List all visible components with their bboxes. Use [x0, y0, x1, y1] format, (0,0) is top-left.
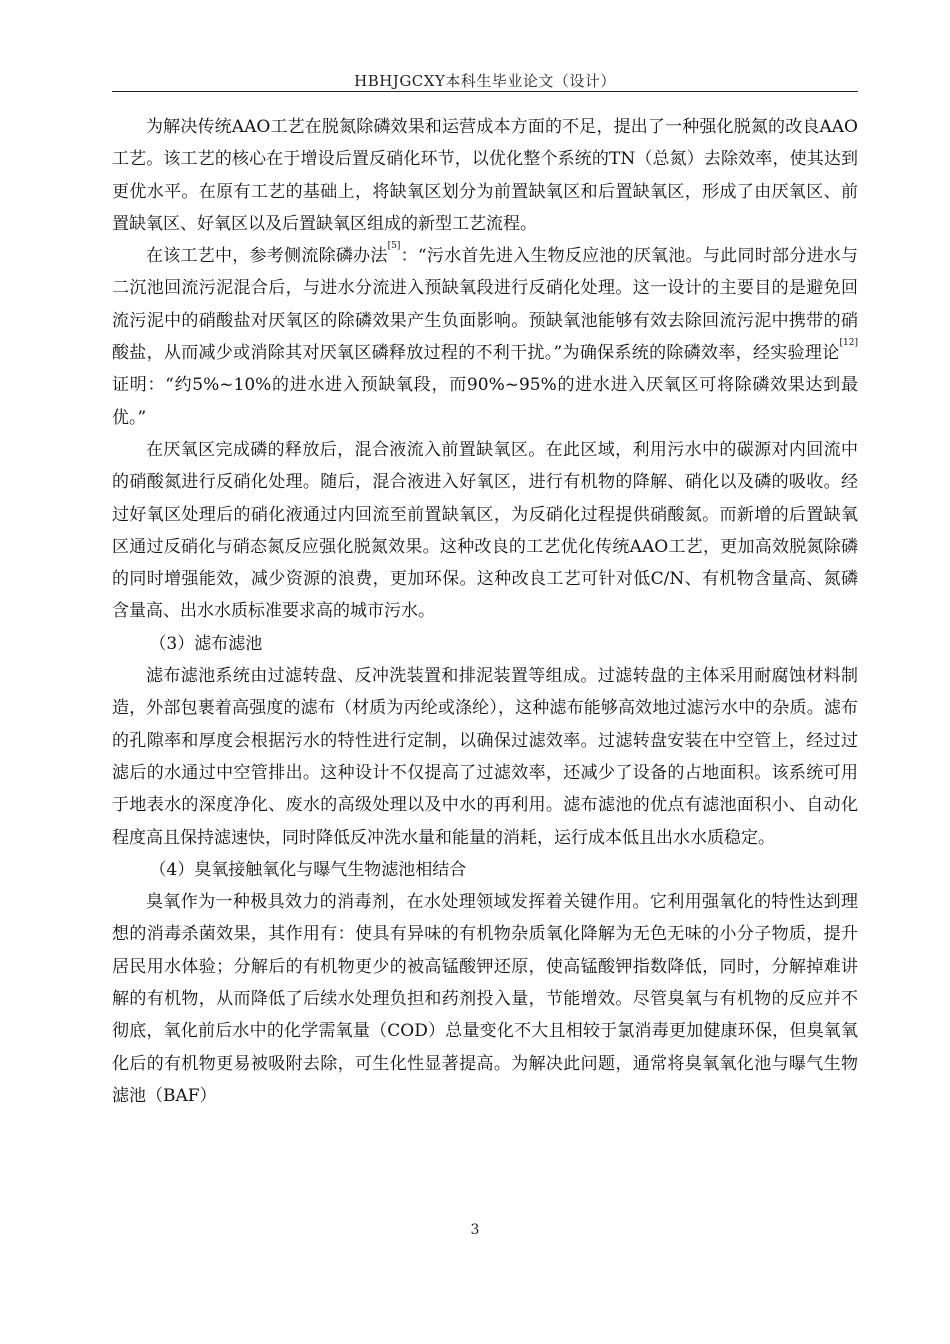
- paragraph-improved-aao: 为解决传统AAO工艺在脱氮除磷效果和运营成本方面的不足，提出了一种强化脱氮的改良AAO工艺。该工艺的核心在于增设后置反硝化环节，以优化整个系统的TN（总氮）去除效率，使其达到更优水平。在原有工艺的基础上，将缺氧区划分为前置缺氧区和后置缺氧区，形成了由厌氧区、前置缺氧区、好氧区以及后置缺氧区组成的新型工艺流程。: [112, 117, 858, 234]
- header-divider: [112, 91, 858, 92]
- paragraph-text: 证明：“约5%~10%的进水进入预缺氧段，而90%~95%的进水进入厌氧区可将除磷效果达到最优。”: [112, 375, 858, 428]
- page-number: 3: [470, 1222, 480, 1238]
- citation-ref: [5]: [387, 241, 401, 252]
- paragraph-text: ：“污水首先进入生物反应池的厌氧池。与此同时部分进水与二沉池回流污泥混合后，与进水分流进入预缺氧段进行反硝化处理。这一设计的主要目的是避免回流污泥中的硝酸盐对厌氧区的除磷效果产生负面影响。预缺氧池能够有效去除回流污泥中携带的硝酸盐，从而减少或消除其对厌氧区磷释放过程的不利干扰。”为确保系统的除磷效率，经实验理论: [112, 246, 858, 364]
- paragraph-side-stream-phosphorus: [112, 240, 858, 434]
- paragraph-cloth-filter: 滤布滤池系统由过滤转盘、反冲洗装置和排泥装置等组成。过滤转盘的主体采用耐腐蚀材料制造，外部包裹着高强度的滤布（材质为丙纶或涤纶），这种滤布能够高效地过滤污水中的杂质。滤布的孔隙率和厚度会根据污水的特性进行定制，以确保过滤效率。过滤转盘安装在中空管上，经过过滤后的水通过中空管排出。这种设计不仅提高了过滤效率，还减少了设备的占地面积。该系统可用于地表水的深度净化、废水的高级处理以及中水的再利用。滤布滤池的优点有滤池面积小、自动化程度高且保持滤速快，同时降低反冲洗水量和能量的消耗，运行成本低且出水水质稳定。: [112, 666, 858, 848]
- body-text: [112, 111, 858, 1112]
- paragraph-anaerobic-process: 在厌氧区完成磷的释放后，混合液流入前置缺氧区。在此区域，利用污水中的碳源对内回流中的硝酸氮进行反硝化处理。随后，混合液进入好氧区，进行有机物的降解、硝化以及磷的吸收。经过好氧区处理后的硝化液通过内回流至前置缺氧区，为反硝化过程提供硝酸氮。而新增的后置缺氧区通过反硝化与硝态氮反应强化脱氮效果。这种改良的工艺优化传统AAO工艺，更加高效脱氮除磷的同时增强能效，减少资源的浪费，更加环保。这种改良工艺可针对低C/N、有机物含量高、氮磷含量高、出水水质标准要求高的城市污水。: [112, 439, 858, 622]
- page-header: HBHJGCXY本科生毕业论文（设计）: [354, 72, 616, 90]
- paragraph-text: 在该工艺中，参考侧流除磷办法: [146, 246, 388, 267]
- citation-ref: [12]: [839, 338, 858, 349]
- section-heading-ozone-baf: （4）臭氧接触氧化与曝气生物滤池相结合: [149, 859, 467, 880]
- section-heading-cloth-filter: （3）滤布滤池: [149, 633, 263, 654]
- paragraph-ozone: 臭氧作为一种极具效力的消毒剂，在水处理领域发挥着关键作用。它利用强氧化的特性达到理想的消毒杀菌效果，其作用有：使具有异味的有机物杂质氧化降解为无色无味的小分子物质，提升居民用水体验；分解后的有机物更少的被高锰酸钾还原，使高锰酸钾指数降低，同时，分解掉难讲解的有机物，从而降低了后续水处理负担和药剂投入量，节能增效。尽管臭氧与有机物的反应并不彻底，氧化前后水中的化学需氧量（COD）总量变化不大且相较于氯消毒更加健康环保，但臭氧氧化后的有机物更易被吸附去除，可生化性显著提高。为解决此问题，通常将臭氧氧化池与曝气生物滤池（BAF）: [112, 892, 858, 1106]
